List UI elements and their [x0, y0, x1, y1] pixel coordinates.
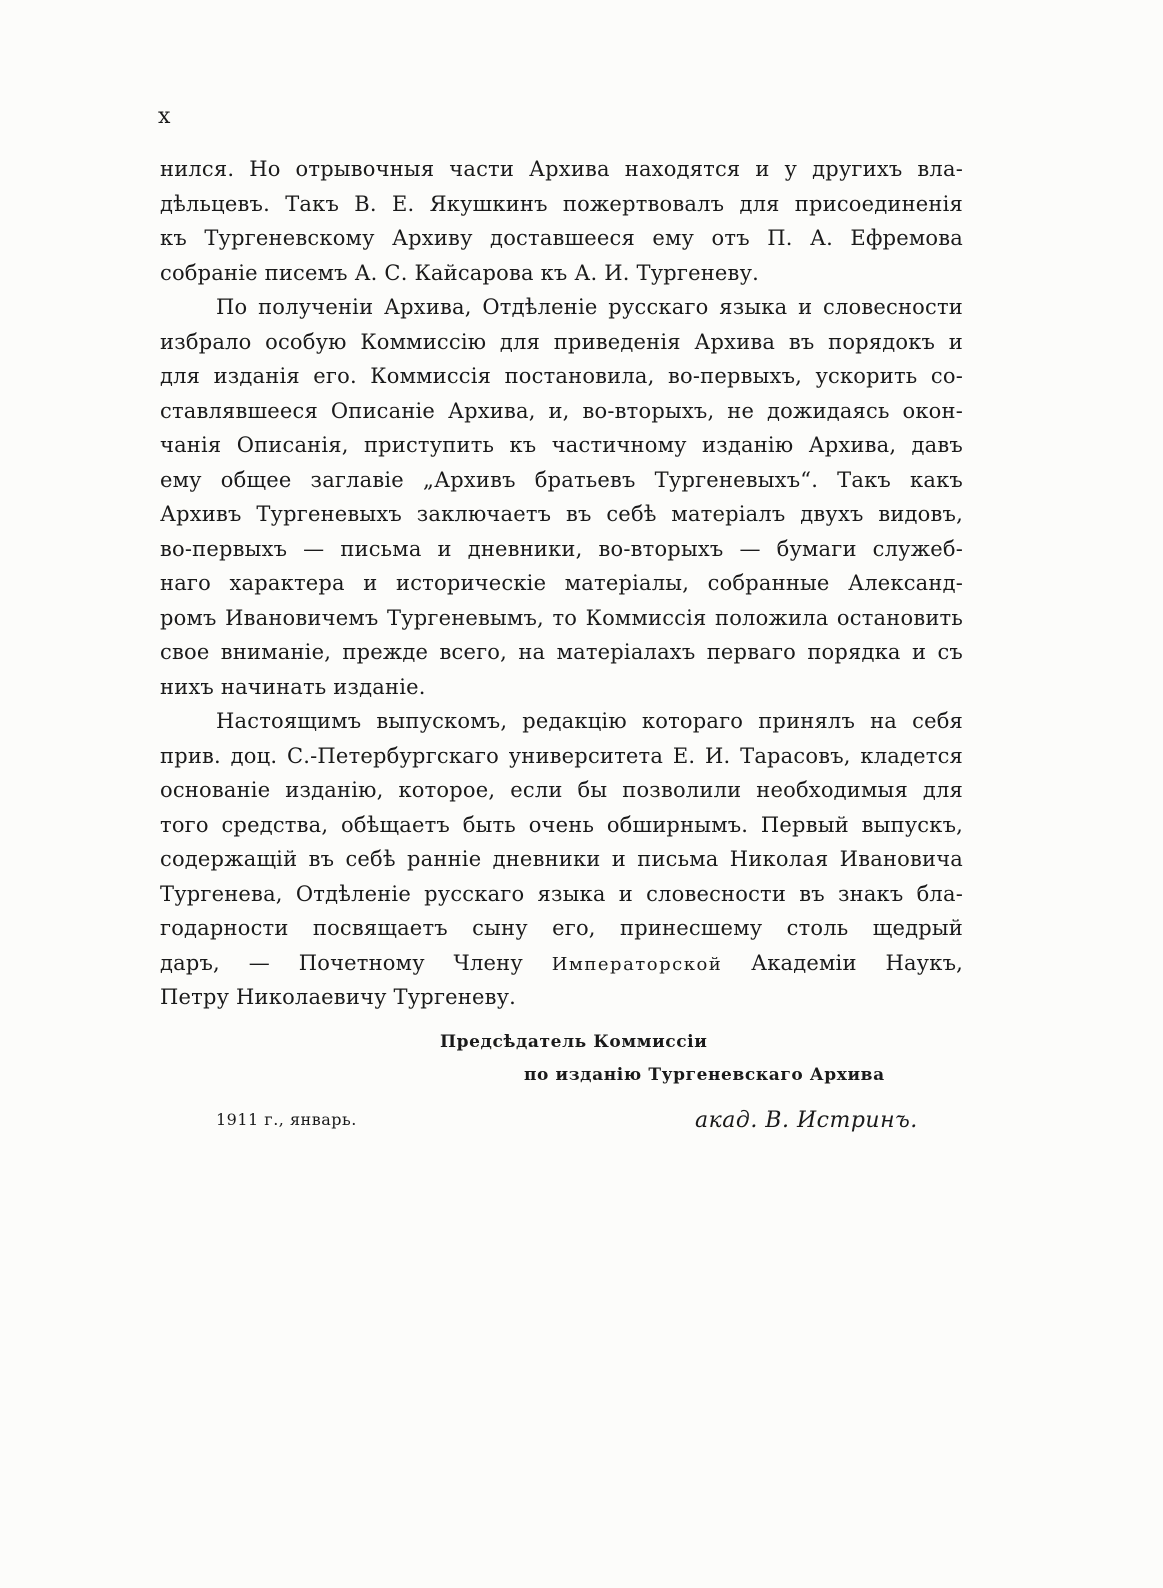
- paragraph-3-line-8: [160, 946, 963, 981]
- paragraph-3-line-1: Настоящимъ выпускомъ, редакцію котораго принялъ на себя: [216, 709, 963, 733]
- page-number: x: [158, 104, 171, 129]
- paragraph-3-line-2: прив. доц. С.-Петербургскаго университета Е. И. Тарасовъ, кладется: [160, 743, 963, 768]
- paragraph-2-line-4: ставлявшееся Описаніе Архива, и, во-вторыхъ, не дожидаясь окон-: [160, 398, 963, 423]
- paragraph-2-line-3: для изданія его. Коммиссія постановила, во-первыхъ, ускорить со-: [160, 364, 963, 388]
- paragraph-1-line-3: къ Тургеневскому Архиву доставшееся ему отъ П. А. Ефремова: [160, 226, 963, 250]
- signature-title-line-2: по изданію Тургеневскаго Архива: [524, 1065, 885, 1085]
- paragraph-2-line-6: ему общее заглавіе „Архивъ братьевъ Тургеневыхъ“. Такъ какъ: [160, 467, 963, 492]
- paragraph-2-line-8: во-первыхъ — письма и дневники, во-вторыхъ — бумаги служеб-: [160, 536, 963, 561]
- signature-name: акад. В. Истринъ.: [695, 1108, 918, 1133]
- signature-title-line-1: Предсѣдатель Коммиссіи: [440, 1032, 708, 1052]
- paragraph-3-line-6: Тургенева, Отдѣленіе русскаго языка и словесности въ знакъ бла-: [160, 881, 963, 906]
- paragraph-3-line-4: того средства, обѣщаетъ быть очень обширнымъ. Первый выпускъ,: [160, 812, 963, 837]
- paragraph-3-line-7: годарности посвящаетъ сыну его, принесшему столь щедрый: [160, 916, 963, 940]
- paragraph-1-line-4: собраніе писемъ А. С. Кайсарова къ А. И. Тургеневу.: [160, 260, 759, 285]
- paragraph-2-line-1: По полученіи Архива, Отдѣленіе русскаго языка и словесности: [216, 295, 963, 319]
- dedication-imperial: Императорской: [551, 953, 723, 975]
- paragraph-2-line-10: ромъ Ивановичемъ Тургеневымъ, то Коммиссія положила остановить: [160, 605, 963, 630]
- paragraph-2-line-12: нихъ начинать изданіе.: [160, 674, 426, 699]
- paragraph-3-line-3: основаніе изданію, которое, если бы позволили необходимыя для: [160, 778, 963, 802]
- dedication-suffix: Академіи Наукъ,: [722, 950, 963, 975]
- paragraph-2-line-5: чанія Описанія, приступить къ частичному изданію Архива, давъ: [160, 433, 963, 457]
- signature-date: 1911 г., январь.: [216, 1110, 357, 1129]
- paragraph-2-line-9: наго характера и историческіе матеріалы, собранные Александ-: [160, 571, 963, 595]
- paragraph-1-line-1: нился. Но отрывочныя части Архива находятся и у другихъ вла-: [160, 157, 963, 181]
- paragraph-2-line-2: избрало особую Коммиссію для приведенія Архива въ порядокъ и: [160, 329, 963, 354]
- body-text: [160, 152, 963, 1015]
- dedication-prefix: даръ, — Почетному Члену: [160, 950, 552, 975]
- paragraph-1-line-2: дѣльцевъ. Такъ В. Е. Якушкинъ пожертвовалъ для присоединенія: [160, 191, 963, 216]
- paragraph-3-line-9: Петру Николаевичу Тургеневу.: [160, 985, 517, 1009]
- paragraph-2-line-7: Архивъ Тургеневыхъ заключаетъ въ себѣ матеріалъ двухъ видовъ,: [160, 502, 963, 526]
- paragraph-3-line-5: содержащій въ себѣ ранніе дневники и письма Николая Ивановича: [160, 847, 963, 871]
- paragraph-2-line-11: свое вниманіе, прежде всего, на матеріалахъ перваго порядка и съ: [160, 640, 963, 664]
